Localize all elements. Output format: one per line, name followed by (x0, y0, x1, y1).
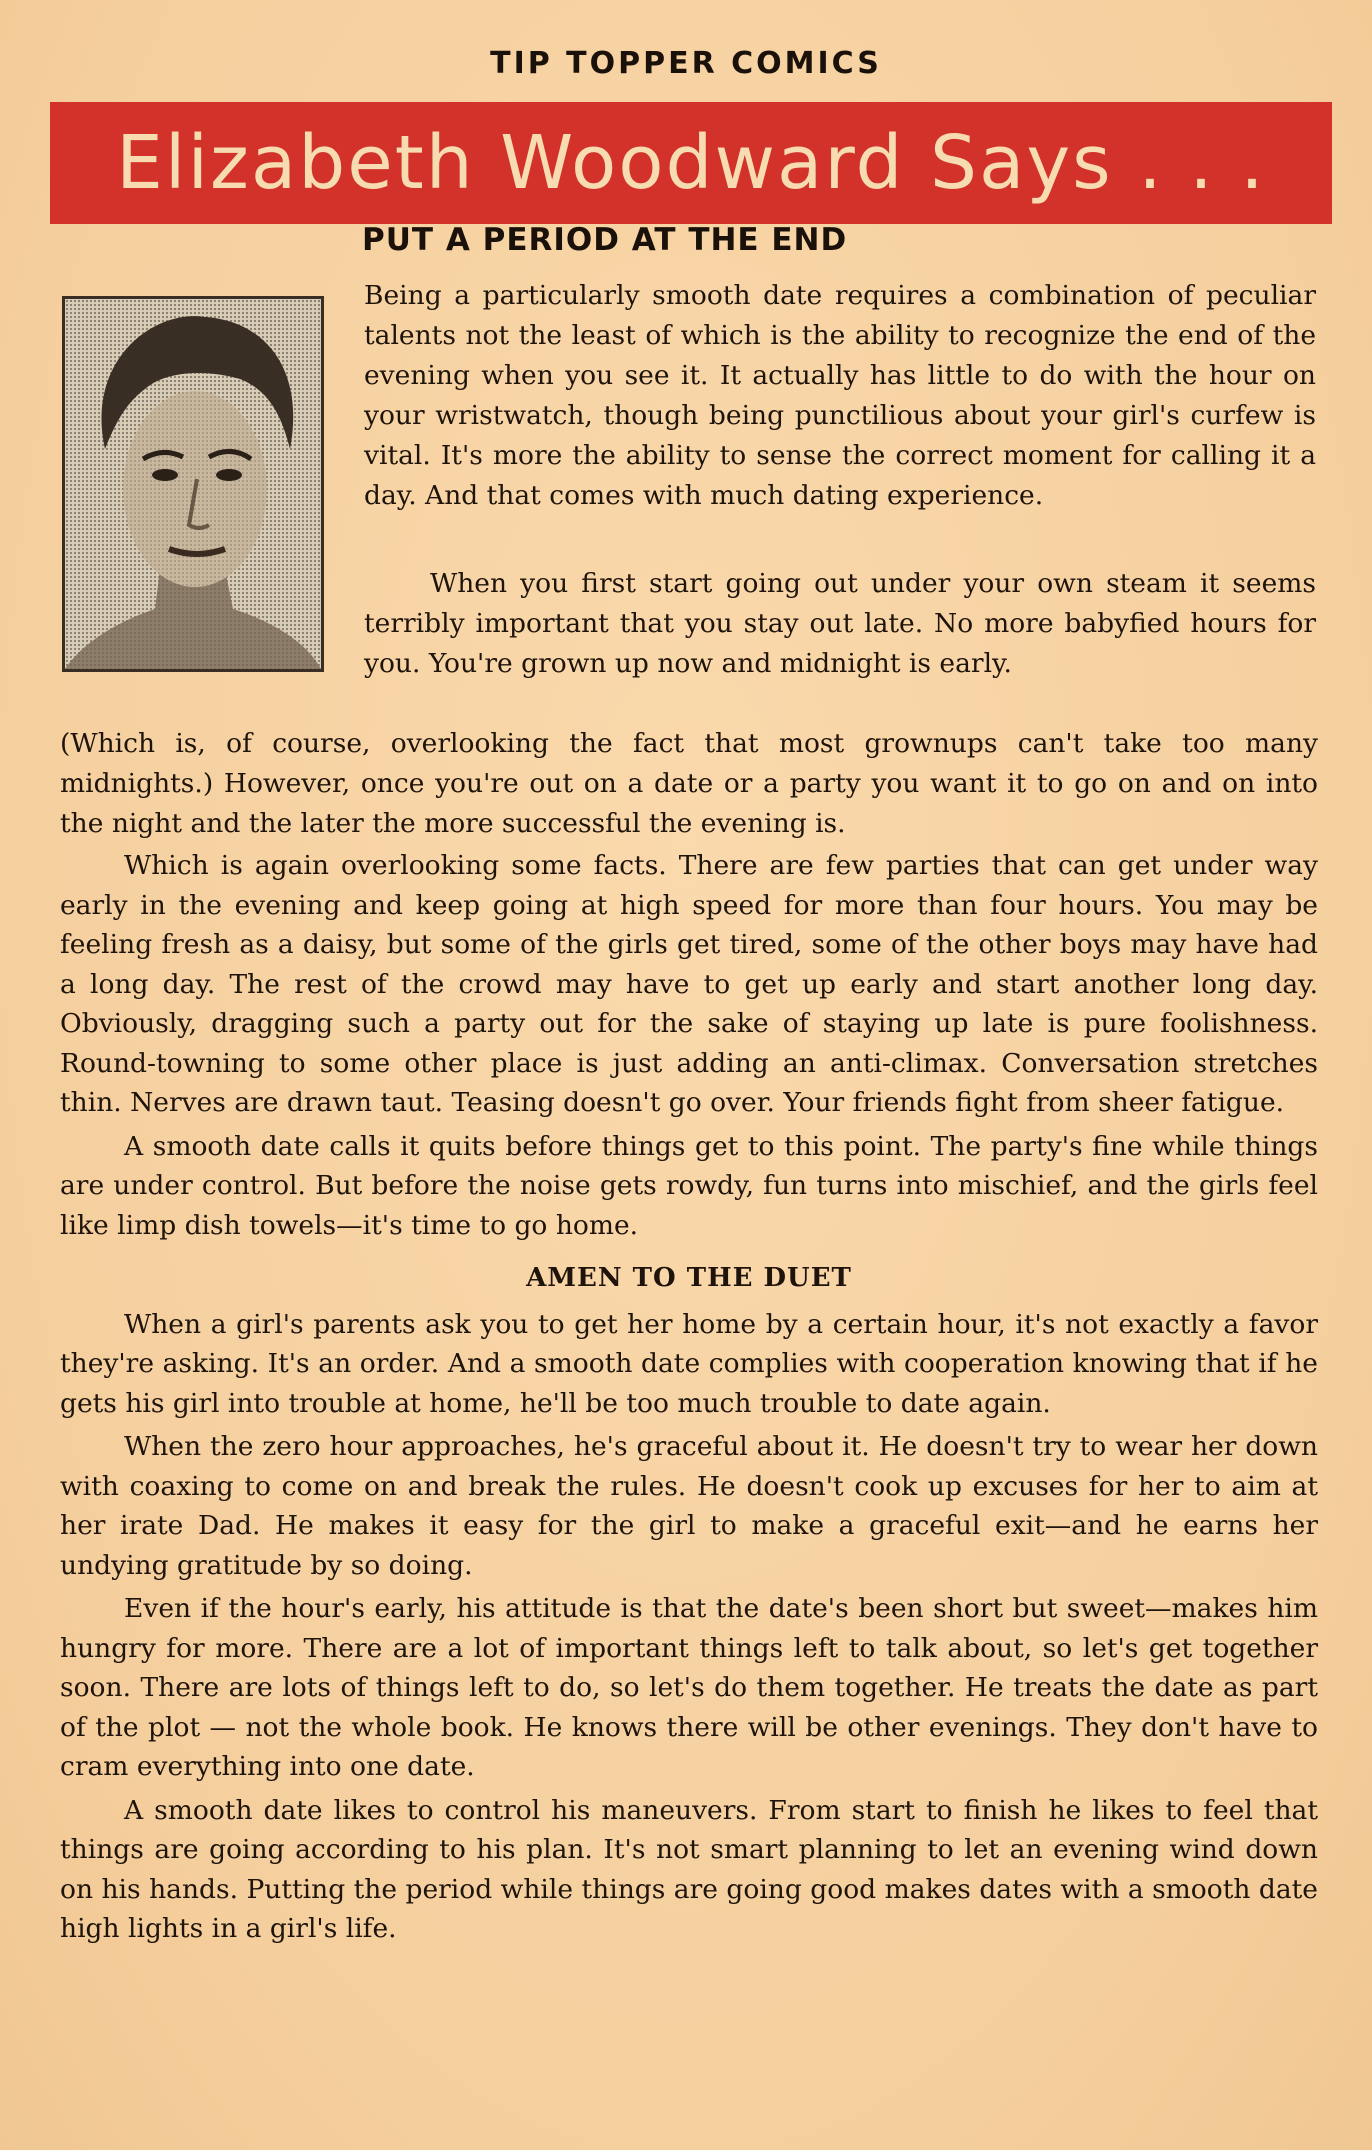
paragraph-1: Being a particularly smooth date requires a combination of peculiar talents not the least of which is the ability to recognize the end of the evening when you see it. It actually has little to do with the hour on your wristwatch, though being punctilious about your girl's curfew is vital. It's more the ability to sense the correct moment for calling it a day. And that comes with much dating experience. (364, 280, 1316, 511)
paragraph-6: When the zero hour approaches, he's graceful about it. He doesn't try to wear her down with coaxing to come on and break the rules. He doesn't cook up excuses for her to aim at her irate Dad. He makes it easy for the girl to make a graceful exit—and he earns her undying gratitude by so doing. (60, 1431, 1318, 1581)
paragraph-2-top: When you first start going out under your own steam it seems terribly important that you stay out late. No more babyfied hours for you. You're grown up now and midnight is early. (364, 568, 1316, 679)
paragraph-7: Even if the hour's early, his attitude is that the date's been short but sweet—makes him hungry for more. There are a lot of important things left to talk about, so let's get together soon. There are lots of things left to do, so let's do them together. He treats the date as part of the plot — not the whole book. He knows there will be other evenings. They don't have to cram everything into one date. (60, 1593, 1318, 1782)
paragraph-3: Which is again overlooking some facts. There are few parties that can get under way early in the evening and keep going at high speed for more than four hours. You may be feeling fresh as a daisy, but some of the girls get tired, some of the other boys may have had a long day. The rest of the crowd may have to get up early and start another long day. Obviously, dragging such a party out for the sake of staying up late is pure foolishness. Round-towning to some other place is just adding an anti-climax. Conversation stretches thin. Nerves are drawn taut. Teasing doesn't go over. Your friends fight from sheer fatigue. (60, 850, 1318, 1118)
paragraph-4: A smooth date calls it quits before things get to this point. The party's fine while things are under control. But before the noise gets rowdy, fun turns into mischief, and the girls feel like limp dish towels—it's time to go home. (60, 1130, 1318, 1241)
article-body (60, 846, 1318, 1953)
running-head: TIP TOPPER COMICS (490, 46, 882, 81)
banner-title: Elizabeth Woodward Says . . . (116, 120, 1266, 206)
article-headline: PUT A PERIOD AT THE END (362, 222, 848, 258)
portrait-photo (62, 296, 324, 672)
paragraph-2-bottom: (Which is, of course, overlooking the fact that most grownups can't take too many midnights.) However, once you're out on a date or a party you want it to go on and on into the night and the later the more successful the evening is. (60, 728, 1318, 839)
paragraph-8: A smooth date likes to control his maneuvers. From start to finish he likes to feel that things are going according to his plan. It's not smart planning to let an evening wind down on his hands. Putting the period while things are going good makes dates with a smooth date high lights in a girl's life. (60, 1794, 1318, 1944)
subheading-amen-to-the-duet: AMEN TO THE DUET (526, 1263, 852, 1293)
title-banner (50, 102, 1332, 224)
portrait-illustration (65, 299, 321, 669)
paragraph-5: When a girl's parents ask you to get her home by a certain hour, it's not exactly a favor they're asking. It's an order. And a smooth date complies with cooperation knowing that if he gets his girl into trouble at home, he'll be too much trouble to date again. (60, 1308, 1318, 1419)
